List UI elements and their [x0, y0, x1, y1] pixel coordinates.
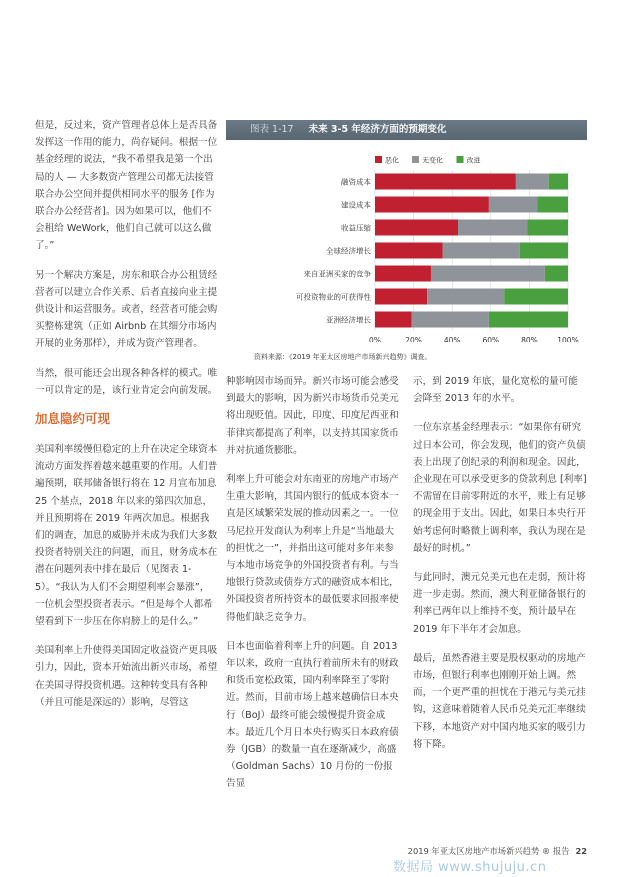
bar-segment [489, 312, 568, 328]
text-column-3 [413, 373, 587, 765]
bar-segment [375, 266, 431, 282]
bar-segment [375, 220, 458, 236]
paragraph: 当然，很可能还会出现各种各样的模式。唯一可以肯定的是，该行业肯定会向前发展。 [35, 367, 218, 396]
category-label: 亚洲经济增长 [326, 315, 371, 325]
bar-segment [537, 197, 568, 213]
legend-swatch [375, 156, 382, 163]
bar-segment [516, 174, 549, 190]
legend-label: 改进 [466, 156, 481, 165]
legend-swatch [457, 156, 464, 163]
x-tick-label: 100% [557, 336, 579, 342]
legend-swatch [412, 156, 419, 163]
bar-segment [412, 312, 489, 328]
paragraph: 但是，反过来，资产管理者总体上是否具备发挥这一作用的能力，尚存疑问。根据一位基金经理的说法，“我不希望我是第一个出局的人 — 大多数资产管理公司都无法接管联合办公空间并提供相同水平的服务 [作为联合办公经营者]。因为如果可以，他们不会租给 WeWork，他们自己就可以这么做了。” [35, 120, 218, 252]
bar-segment [375, 197, 489, 213]
category-label: 收益压缩 [341, 223, 371, 233]
bar-segment [504, 289, 568, 305]
category-label: 融资成本 [341, 177, 371, 187]
chart-source: 资料来源：《2019 年亚太区房地产市场新兴趋势》调查。 [254, 353, 432, 361]
bar-segment [375, 312, 412, 328]
text-column-1 [35, 117, 218, 723]
stacked-bar-chart [226, 142, 587, 342]
watermark: 数据局 www.shujuju.cn [393, 860, 547, 875]
bar-segment [431, 266, 545, 282]
bar-segment [527, 220, 568, 236]
bar-segment [443, 243, 520, 259]
bar-segment [427, 289, 504, 305]
x-tick-label: 40% [443, 336, 461, 342]
category-label: 全球经济增长 [326, 246, 371, 256]
bar-segment [375, 243, 443, 259]
category-label: 可投资物业的可获得性 [296, 292, 371, 302]
paragraph: 日本也面临着利率上升的问题。自 2013 年以来，政府一直执行着前所未有的财政和货币宽松政策，国内利率降至了零附近。然而，目前市场上越来越确信日本央行（BoJ）最终可能会缓慢提升资金成本。最近几个月日本央行购买日本政府债券（JGB）的数量一直在逐渐减少，高盛（Goldman Sachs）10 月份的一份报告显 [226, 640, 399, 790]
category-label: 来自亚洲买家的竞争 [303, 269, 371, 279]
category-label: 建设成本 [341, 200, 371, 210]
bar-segment [375, 289, 427, 305]
report-title: 2019 年亚太区房地产市场新兴趋势 ® 报告 [407, 846, 570, 856]
paragraph: 一位东京基金经理表示：“如果你有研究过日本公司，你会发现，他们的资产负债表上出现了创纪录的利润和现金。因此，企业现在可以承受更多的贷款利息 [利率] 不需留在目前零附近的水平，账上有足够的现金用于支出。因此，如果日本央行开始考虑何时略微上调利率，我认为现在是最好的时机。” [413, 422, 587, 554]
paragraph: 另一个解决方案是，房东和联合办公租赁经营者可以建立合作关系、后者直接向业主提供设计和运营服务。或者，经营者可能会购买整栋建筑（正如 Airbnb 在其细分市场内开展的业务那样），并成为资产管理者。 [35, 269, 218, 350]
bar-segment [375, 174, 516, 190]
paragraph: 示，到 2019 年底，量化宽松的量可能会降至 2013 年的水平。 [413, 376, 578, 405]
figure-id: 图表 1-17 [250, 124, 294, 135]
section-heading: 加息隐约可现 [35, 411, 111, 427]
x-tick-label: 80% [521, 336, 538, 342]
figure-title: 未来 3-5 年经济方面的预期变化 [308, 124, 447, 135]
page-number: 22 [575, 846, 587, 856]
paragraph: 与此同时，澳元兑美元也在走弱，预计将进一步走弱。然而，澳大利亚储备银行的利率已两年以上维持不变，预计最早在 2019 年下半年才会加息。 [413, 572, 586, 635]
paragraph: 美国利率缓慢但稳定的上升在决定全球资本流动方面发挥着越来越重要的作用。人们普遍预期，联邦储备银行将在 12 月宣布加息 25 个基点，2018 年以来的第四次加息，并且预期将在 2019 年两次加息。根据我们的调查，加息的威胁并未成为我们大多数投资者特别关注的问题，而且，财务成本在潜在问题列表中排在最后（见图表 1-5）。“我认为人们不会期望利率会暴涨”，一位机会型投资者表示。“但是每个人都希望看到下一步压在你肩膀上的是什么。” [35, 444, 218, 628]
x-tick-label: 0% [369, 336, 381, 342]
paragraph: 最后，虽然香港主要是股权驱动的房地产市场，但银行利率也刚刚开始上调。然而，一个更严重的担忧在于港元与美元挂钩，这意味着随着人民币兑美元汇率继续下移，本地资产对中国内地买家的吸引力将下降。 [413, 652, 586, 750]
paragraph: 种影响因市场而异。新兴市场可能会感受到最大的影响，因为新兴市场货币兑美元将出现贬值。因此，印度、印度尼西亚和菲律宾都提高了利率，以支持其国家货币并对抗通货膨胀。 [226, 376, 399, 456]
legend-label: 恶化 [385, 156, 399, 165]
bar-segment [458, 220, 527, 236]
x-tick-label: 20% [405, 336, 422, 342]
legend-label: 无变化 [422, 156, 443, 165]
x-tick-label: 60% [482, 336, 500, 342]
paragraph: 美国利率上升使得美国固定收益资产更具吸引力，因此，资本开始流出新兴市场，希望在美国寻得投资机遇。这种转变具有各种（并且可能是深远的）影响，尽管这 [35, 645, 218, 708]
chart-header [226, 120, 587, 140]
text-column-2 [226, 373, 401, 805]
bar-segment [545, 266, 568, 282]
bar-segment [549, 174, 568, 190]
paragraph: 利率上升可能会对东南亚的房地产市场产生重大影响，其国内银行的低成本资本一直是区域繁荣发展的推动因素之一。一位马尼拉开发商认为利率上升是“当地最大的担忧之一”，并指出这可能对多年来参与本地市场竞争的外国投资者有利。与当地银行贷款或债券方式的融资成本相比，外国投资者所持资本的最低要求回报率使得他们缺乏竞争力。 [226, 474, 399, 623]
bar-segment [489, 197, 537, 213]
bar-segment [520, 243, 568, 259]
